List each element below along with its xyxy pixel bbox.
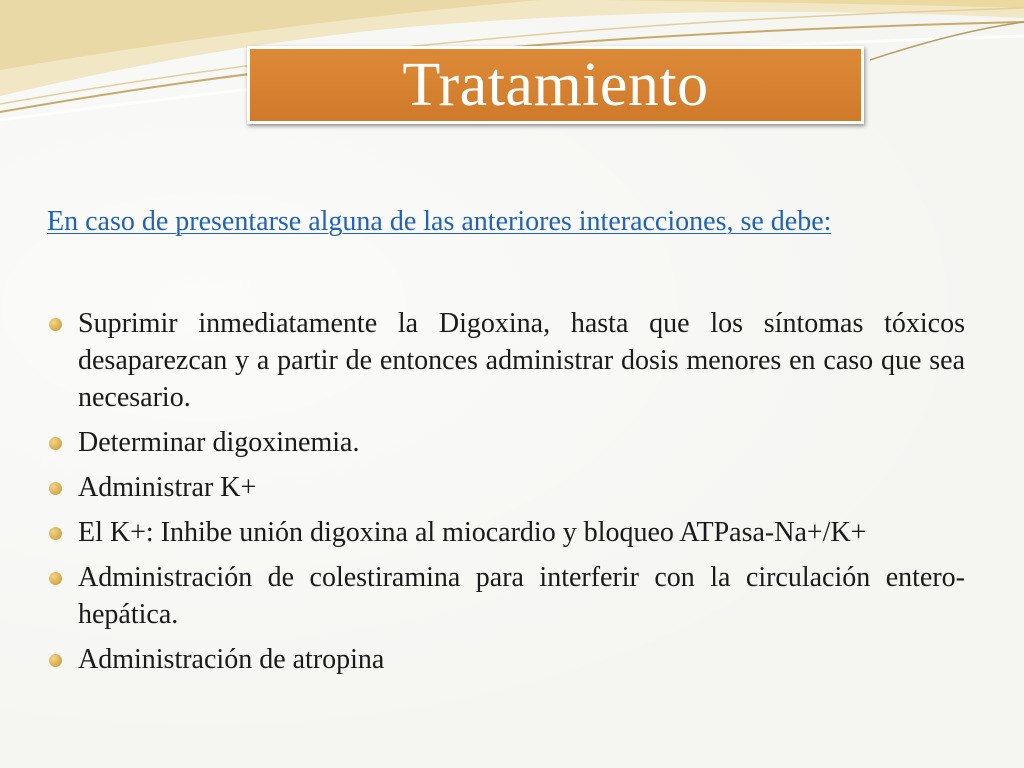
bullet-icon [49,437,62,450]
bullet-item [47,305,965,416]
slide-title: Tratamiento [402,51,709,119]
bullet-text: Determinar digoxinemia. [78,427,360,458]
bullet-icon [49,572,62,585]
title-banner [247,46,864,124]
bullet-text: Administración de atropina [78,644,385,675]
bullet-list [47,305,965,686]
bullet-text: Administrar K+ [78,472,257,503]
bullet-icon [49,482,62,495]
bullet-item [47,469,965,506]
bullet-icon [49,654,62,667]
bullet-item [47,424,965,461]
bullet-item [47,514,965,551]
intro-text: En caso de presentarse alguna de las anteriores interacciones, se debe: [47,206,832,237]
bullet-icon [49,318,62,331]
bullet-text: El K+: Inhibe unión digoxina al miocardio y bloqueo ATPasa-Na+/K+ [78,517,867,548]
bullet-item [47,641,965,678]
bullet-icon [49,527,62,540]
bullet-item [47,559,965,633]
bullet-text: Suprimir inmediatamente la Digoxina, hasta que los síntomas tóxicos desaparezcan y a partir de entonces administrar dosis menores en caso que sea necesario. [78,308,965,413]
bullet-text: Administración de colestiramina para interferir con la circulación entero- hepática. [78,562,965,630]
